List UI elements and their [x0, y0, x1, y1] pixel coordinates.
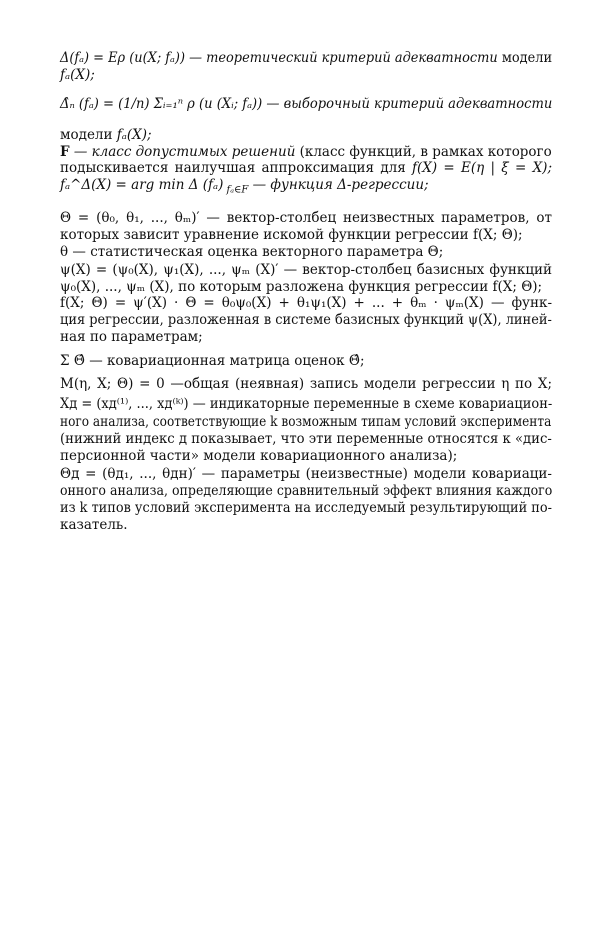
text: казатель. — [60, 517, 128, 533]
definition-line — [60, 500, 552, 516]
text: f(X; Θ) = ψ′(X) · Θ = θ₀ψ₀(X) + θ₁ψ₁(X) + ... + θₘ · ψₘ(X) — функ- — [60, 295, 552, 311]
formula: Δ(fₐ) = Eρ (u(X; fₐ)) — — [60, 50, 203, 66]
text: из k типов условий эксперимента на исследуемый результирующий по- — [60, 500, 552, 516]
definition-line — [60, 129, 152, 143]
definition-line — [60, 331, 203, 345]
text: Θд = (θд₁, ..., θдн)′ — параметры (неизвестные) модели ковариаци- — [60, 466, 552, 482]
text: (класс функций, в рамках которого — [295, 144, 552, 160]
term-emphasis: — класс допустимых решений — [69, 144, 296, 160]
text: ция регрессии, разложенная в системе базисных функций ψ(X), линей- — [60, 312, 552, 328]
formula: f(X) = E(η | ξ = X); — [412, 160, 552, 176]
definition-line — [60, 264, 552, 278]
formula: fₐ(X); — [60, 67, 95, 83]
definition-line — [60, 297, 552, 311]
text: ная по параметрам; — [60, 329, 203, 345]
definition-line — [60, 414, 552, 430]
text: M(η, X; Θ) = 0 —общая (неявная) запись модели регрессии η по X; — [60, 376, 552, 392]
text: персионной части» модели ковариационного анализа); — [60, 448, 458, 464]
definition-line — [60, 519, 128, 533]
definition-line — [60, 146, 551, 160]
text: θ — статистическая оценка векторного параметра Θ; — [60, 244, 444, 260]
definition-line — [60, 450, 457, 464]
definition-line — [60, 246, 443, 260]
text: ного анализа, соответствующие k возможным типам условий эксперимента — [60, 414, 552, 430]
definition-line — [60, 179, 429, 196]
text: модели — [497, 50, 553, 66]
text: онного анализа, определяющие сравнительный эффект влияния каждого — [60, 483, 553, 499]
text: модели — [60, 127, 117, 143]
definition-line — [60, 312, 552, 328]
text: (нижний индекс д показывает, что эти переменные относятся к «дис- — [60, 431, 552, 447]
definition-line — [60, 50, 553, 66]
formula-subscript: fₐ∈F — [223, 184, 249, 196]
definition-line — [60, 69, 95, 83]
definition-line — [60, 378, 552, 392]
definition-line — [60, 96, 553, 112]
text: Xд = (xд⁽¹⁾, ..., xд⁽ᵏ⁾) — индикаторные переменные в схеме ковариацион- — [60, 396, 553, 412]
formula: fₐ^Δ(X) = arg min Δ (fₐ) — [60, 177, 224, 193]
definition-line — [60, 396, 553, 412]
term-emphasis: — функция Δ-регрессии; — [248, 177, 429, 193]
text: ψ(X) = (ψ₀(X), ψ₁(X), ..., ψₘ (X)′ — вектор-столбец базисных функций — [60, 262, 552, 278]
definition-line — [60, 162, 552, 176]
definition-line — [60, 229, 523, 243]
formula: fₐ(X); — [116, 127, 152, 143]
formula: Δ̂ₙ (fₐ) = (1/n) Σᵢ₌₁ⁿ ρ (u (Xᵢ; fₐ)) — — [60, 96, 280, 112]
term-emphasis: теоретический критерий адекватности — [202, 50, 498, 66]
definition-line — [60, 355, 365, 369]
definition-line — [60, 212, 552, 226]
text: подыскивается наилучшая аппроксимация для — [60, 160, 412, 176]
definition-line — [60, 431, 552, 447]
term-emphasis: выборочный критерий адекватности — [279, 96, 553, 112]
text: ψ₀(X), ..., ψₘ (X), по которым разложена функция регрессии f(X; Θ); — [60, 279, 543, 295]
definition-line — [60, 281, 542, 295]
text: Σ Θ̂ — ковариационная матрица оценок Θ̂; — [60, 353, 365, 369]
definition-line — [60, 468, 552, 482]
symbol-bold: F — [60, 144, 70, 160]
text: Θ = (θ₀, θ₁, ..., θₘ)′ — вектор-столбец неизвестных параметров, от — [60, 210, 552, 226]
text: которых зависит уравнение искомой функции регрессии f(X; Θ); — [60, 227, 523, 243]
definition-line — [60, 483, 553, 499]
